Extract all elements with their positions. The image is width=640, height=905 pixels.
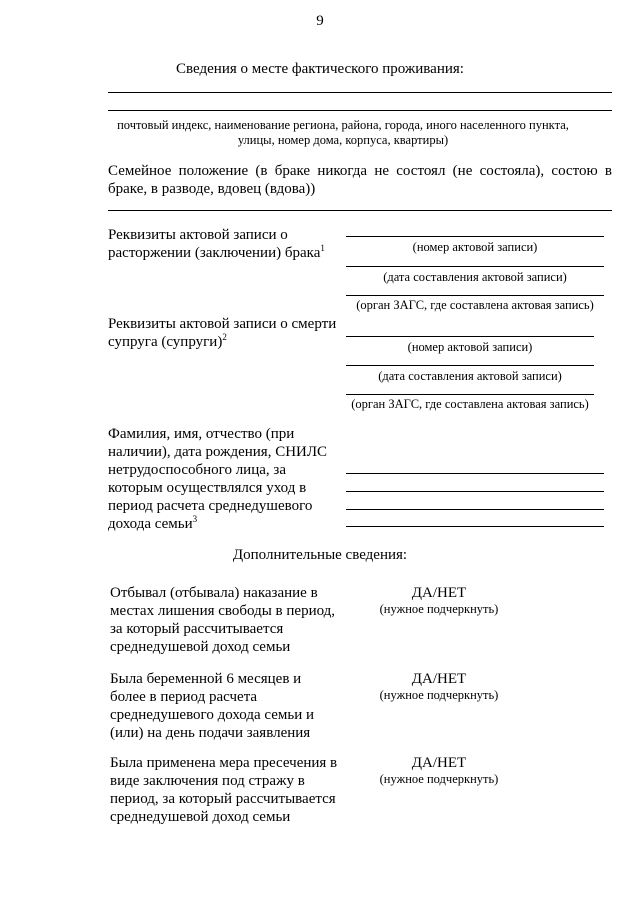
- divorce-record-label: Реквизиты актовой записи о расторжении (заключении) брака$^1$: [108, 227, 325, 261]
- divorce-office-caption: (орган ЗАГС, где составлена актовая запись): [356, 298, 594, 312]
- death-number-caption: (номер актовой записи): [407, 340, 533, 354]
- divorce-number-line[interactable]: [346, 236, 604, 237]
- caregiver-line-2[interactable]: [346, 491, 604, 492]
- divorce-number-caption: (номер актовой записи): [412, 240, 538, 254]
- additional-title: Дополнительные сведения:: [232, 547, 408, 563]
- footnote-3: 3: [192, 514, 198, 524]
- additional-hint-1: (нужное подчеркнуть): [379, 602, 499, 616]
- caregiver-line-1[interactable]: [346, 473, 604, 474]
- additional-answer-3[interactable]: ДА/НЕТ: [411, 755, 467, 771]
- family-status-line[interactable]: [108, 210, 612, 211]
- death-number-line[interactable]: [346, 336, 594, 337]
- family-status-text: Семейное положение (в браке никогда не состоял (не состояла), состою в браке, в разводе, вдовец (вдова)): [108, 163, 612, 197]
- page-number: 9: [316, 13, 324, 29]
- death-office-caption: (орган ЗАГС, где составлена актовая запись): [351, 397, 589, 411]
- divorce-date-line[interactable]: [346, 266, 604, 267]
- caregiver-line-3[interactable]: [346, 509, 604, 510]
- caregiver-line-4[interactable]: [346, 526, 604, 527]
- additional-answer-2[interactable]: ДА/НЕТ: [411, 671, 467, 687]
- footnote-2: 2: [222, 332, 227, 342]
- death-office-line[interactable]: [346, 394, 594, 395]
- death-date-line[interactable]: [346, 365, 594, 366]
- residence-line-1[interactable]: [108, 92, 612, 93]
- additional-hint-3: (нужное подчеркнуть): [379, 772, 499, 786]
- additional-question-3: Была применена мера пресечения в виде заключения под стражу в период, за который рассчитывается среднедушевой доход семьи: [110, 755, 338, 825]
- caregiver-label: Фамилия, имя, отчество (при наличии), дата рождения, СНИЛС нетрудоспособного лица, за которым осуществлялся уход в период расчета среднедушевого дохода семьи$^3$: [108, 426, 328, 532]
- additional-question-2: Была беременной 6 месяцев и более в период расчета среднедушевого дохода семьи и (или) на день подачи заявления: [110, 671, 315, 741]
- additional-answer-1[interactable]: ДА/НЕТ: [411, 585, 467, 601]
- residence-title: Сведения о месте фактического проживания:: [176, 61, 464, 77]
- death-date-caption: (дата составления актовой записи): [378, 369, 562, 383]
- divorce-office-line[interactable]: [346, 295, 604, 296]
- additional-question-1: Отбывал (отбывала) наказание в местах лишения свободы в период, за который рассчитывается среднедушевой доход семьи: [110, 585, 336, 655]
- death-record-label: Реквизиты актовой записи о смерти супруга (супруги)$^2$: [108, 316, 337, 350]
- residence-caption: почтовый индекс, наименование региона, района, города, иного населенного пункта, улицы, номер дома, корпуса, квартиры): [117, 118, 569, 147]
- additional-hint-2: (нужное подчеркнуть): [379, 688, 499, 702]
- divorce-date-caption: (дата составления актовой записи): [383, 270, 567, 284]
- residence-line-2[interactable]: [108, 110, 612, 111]
- footnote-1: 1: [320, 243, 325, 253]
